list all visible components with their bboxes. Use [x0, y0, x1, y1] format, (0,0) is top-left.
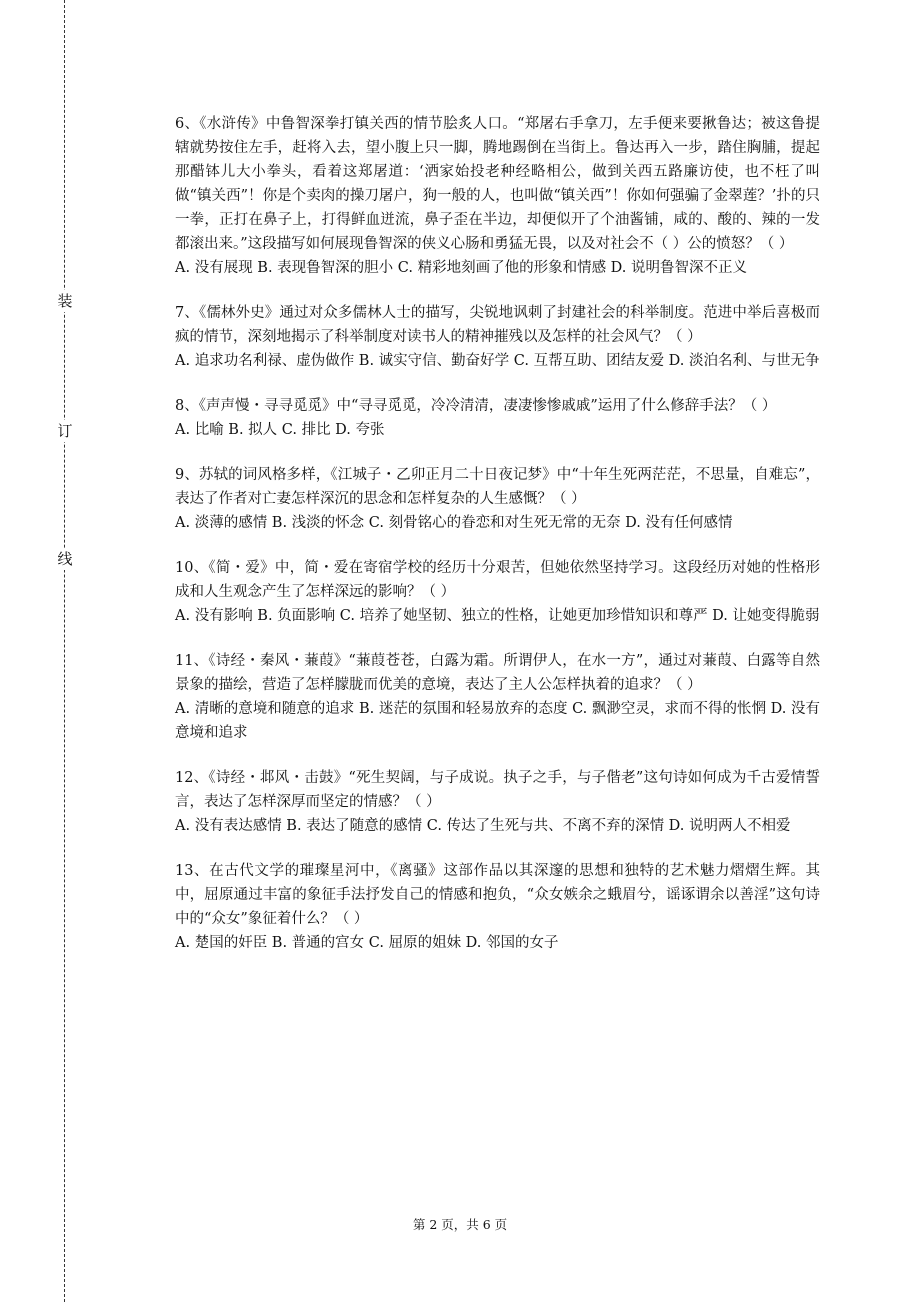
question-13 — [175, 859, 820, 955]
question-options: A. 没有影响 B. 负面影响 C. 培养了她坚韧、独立的性格，让她更加珍惜知识和尊严 D. 让她变得脆弱 — [175, 608, 820, 624]
question-stem: 8、《声声慢・寻寻觅觅》中“寻寻觅觅，冷冷清清，凄凄惨惨戚戚”运用了什么修辞手法？（ ） — [175, 398, 777, 414]
question-stem: 6、《水浒传》中鲁智深拳打镇关西的情节脍炙人口。“郑屠右手拿刀，左手便来要揪鲁达；被这鲁提辖就势按住左手，赶将入去，望小腹上只一脚，腾地踢倒在当街上。鲁达再入一步，踏住胸脯，提起那醋钵儿大小拳头，看着这郑屠道：‘洒家始投老种经略相公，做到关西五路廉访使，也不枉了叫做“镇关西”！你是个卖肉的操刀屠户，狗一般的人，也叫做“镇关西”！你如何强骗了金翠莲？’扑的只一拳，正打在鼻子上，打得鲜血迸流，鼻子歪在半边，却便似开了个油酱铺，咸的、酸的、辣的一发都滚出来。”这段描写如何展现鲁智深的侠义心肠和勇猛无畏，以及对社会不（ ）公的愤怒？（ ） — [175, 116, 820, 252]
question-10 — [175, 556, 820, 628]
question-stem: 12、《诗经・邶风・击鼓》“死生契阔，与子成说。执子之手，与子偕老”这句诗如何成为千古爱情誓言，表达了怎样深厚而坚定的情感？（ ） — [175, 770, 820, 810]
question-stem: 13、在古代文学的璀璨星河中，《离骚》这部作品以其深邃的思想和独特的艺术魅力熠熠生辉。其中，屈原通过丰富的象征手法抒发自己的情感和抱负，“众女嫉余之蛾眉兮，谣诼谓余以善淫”这句诗中的“众女”象征着什么？（ ） — [175, 863, 820, 927]
binding-label-xian: 线 — [55, 548, 75, 570]
question-options: A. 追求功名利禄、虚伪做作 B. 诚实守信、勤奋好学 C. 互帮互助、团结友爱 D. 淡泊名利、与世无争 — [175, 353, 820, 369]
binding-label-zhuang: 装 — [55, 290, 75, 312]
question-options: A. 淡薄的感情 B. 浅淡的怀念 C. 刻骨铭心的眷恋和对生死无常的无奈 D. 没有任何感情 — [175, 515, 733, 531]
question-12 — [175, 766, 820, 838]
question-options: A. 比喻 B. 拟人 C. 排比 D. 夸张 — [175, 422, 385, 438]
question-stem: 9、苏轼的词风格多样，《江城子・乙卯正月二十日夜记梦》中“十年生死两茫茫，不思量，自难忘”，表达了作者对亡妻怎样深沉的思念和怎样复杂的人生感慨？（ ） — [175, 467, 820, 507]
question-stem: 11、《诗经・秦风・蒹葭》“蒹葭苍苍，白露为霜。所谓伊人，在水一方”，通过对蒹葭、白露等自然景象的描绘，营造了怎样朦胧而优美的意境，表达了主人公怎样执着的追求？（ ） — [175, 653, 820, 693]
question-list — [175, 112, 820, 976]
binding-label-ding: 订 — [55, 420, 75, 442]
question-options: A. 没有展现 B. 表现鲁智深的胆小 C. 精彩地刻画了他的形象和情感 D. 说明鲁智深不正义 — [175, 260, 748, 276]
question-9 — [175, 463, 820, 535]
question-options: A. 清晰的意境和随意的追求 B. 迷茫的氛围和轻易放弃的态度 C. 飘渺空灵，求而不得的怅惘 D. 没有意境和追求 — [175, 701, 820, 741]
question-11 — [175, 649, 820, 745]
question-options: A. 没有表达感情 B. 表达了随意的感情 C. 传达了生死与共、不离不弃的深情 D. 说明两人不相爱 — [175, 818, 791, 834]
question-stem: 7、《儒林外史》通过对众多儒林人士的描写，尖锐地讽刺了封建社会的科举制度。范进中举后喜极而疯的情节，深刻地揭示了科举制度对读书人的精神摧残以及怎样的社会风气？（ ） — [175, 305, 820, 345]
question-options: A. 楚国的奸臣 B. 普通的宫女 C. 屈原的姐妹 D. 邻国的女子 — [175, 935, 559, 951]
question-6 — [175, 112, 820, 280]
question-7 — [175, 301, 820, 373]
page-footer: 第 2 页，共 6 页 — [412, 1217, 508, 1232]
binding-dashed-line — [64, 0, 65, 1302]
question-8 — [175, 394, 820, 442]
question-stem: 10、《简・爱》中，简・爱在寄宿学校的经历十分艰苦，但她依然坚持学习。这段经历对她的性格形成和人生观念产生了怎样深远的影响？（ ） — [175, 560, 820, 600]
